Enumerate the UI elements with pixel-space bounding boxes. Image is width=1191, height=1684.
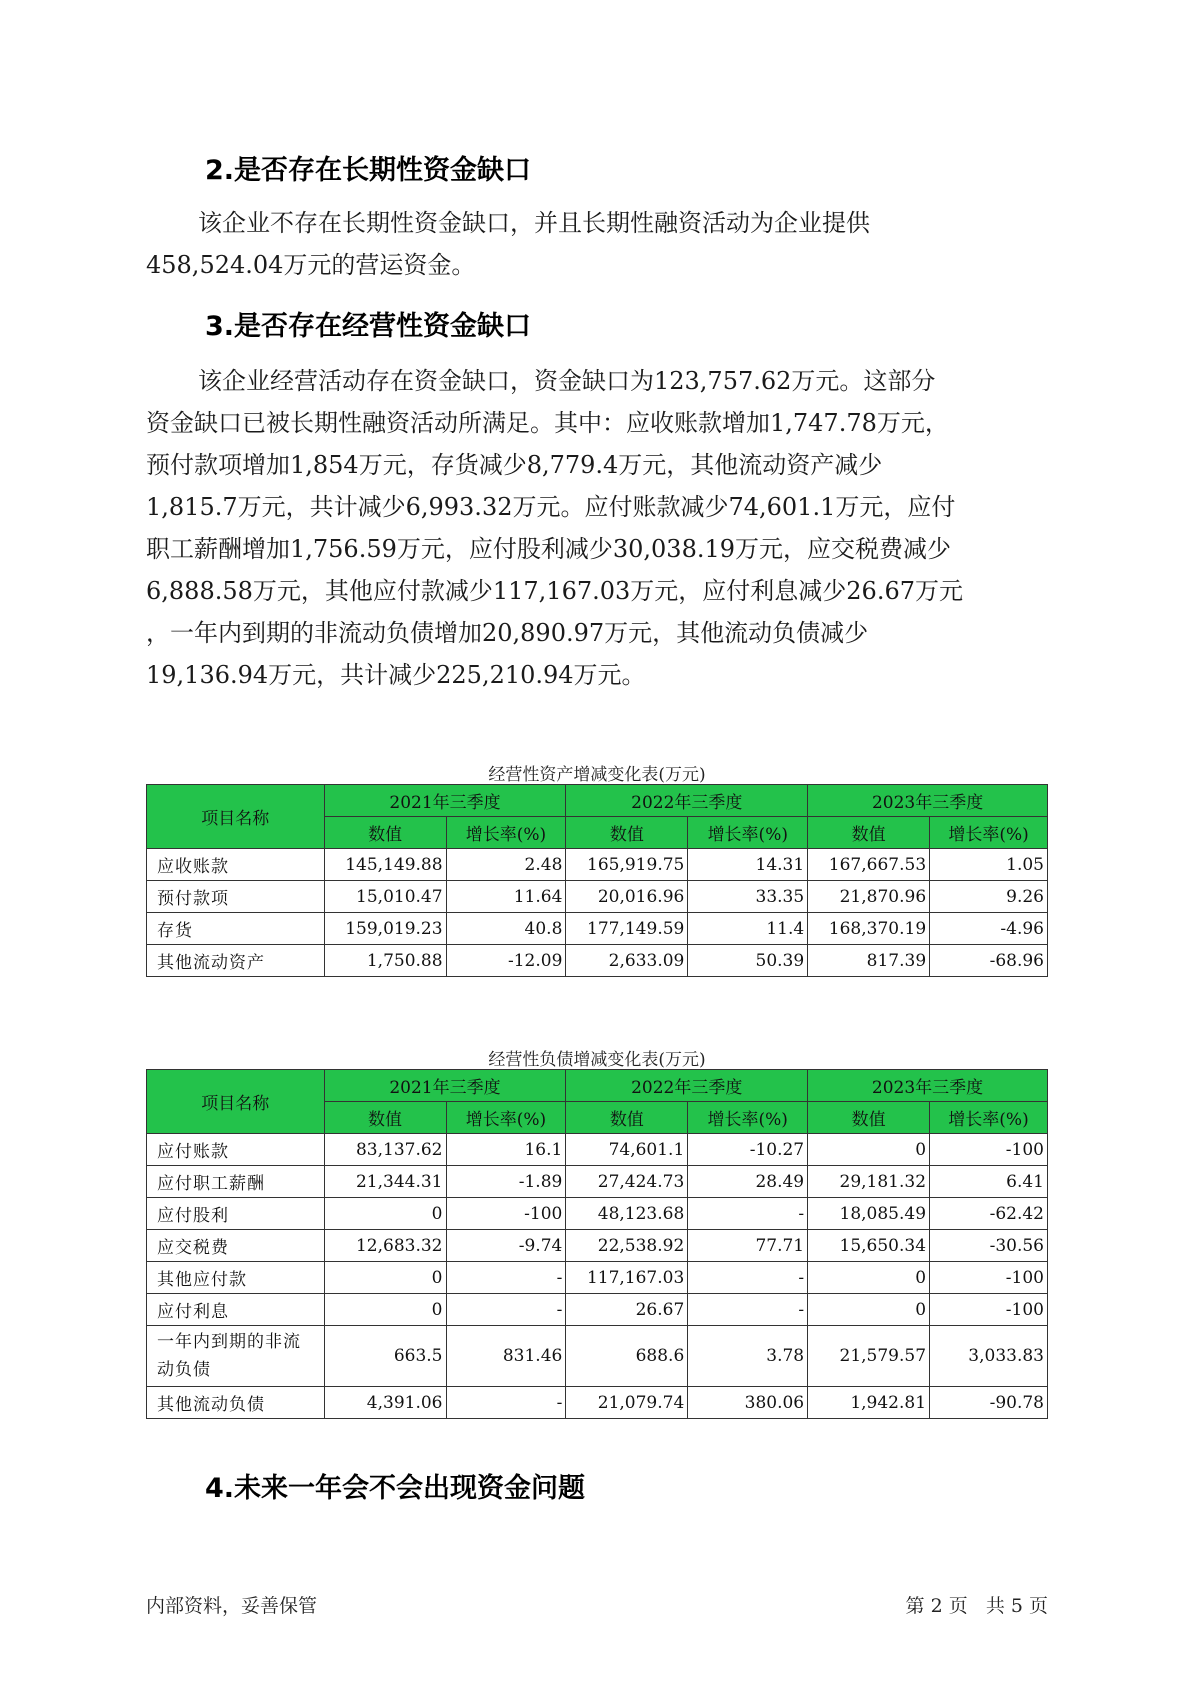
growth-cell: -68.96 (930, 945, 1048, 977)
growth-cell: -12.09 (446, 945, 566, 977)
table-row (147, 881, 1048, 913)
value-cell: 22,538.92 (566, 1230, 688, 1262)
table-row (147, 1294, 1048, 1326)
row-item-name: 应付股利 (147, 1198, 325, 1230)
paragraph-line: 19,136.94万元，共计减少225,210.94万元。 (146, 661, 646, 689)
value-cell: 29,181.32 (808, 1166, 930, 1198)
growth-cell: 9.26 (930, 881, 1048, 913)
value-cell: 688.6 (566, 1326, 688, 1387)
value-header: 数值 (808, 817, 930, 849)
section-3-heading: 3.是否存在经营性资金缺口 (205, 311, 532, 342)
row-item-name: 其他应付款 (147, 1262, 325, 1294)
growth-header: 增长率(%) (688, 1102, 808, 1134)
operating-liabilities-table (146, 1069, 1048, 1419)
growth-cell: - (446, 1262, 566, 1294)
value-cell: 4,391.06 (324, 1387, 446, 1419)
table-row (147, 1326, 1048, 1387)
table-row (147, 945, 1048, 977)
growth-cell: 831.46 (446, 1326, 566, 1387)
value-cell: 12,683.32 (324, 1230, 446, 1262)
growth-cell: -90.78 (930, 1387, 1048, 1419)
row-item-name: 应付利息 (147, 1294, 325, 1326)
growth-cell: 11.64 (446, 881, 566, 913)
value-cell: 0 (324, 1294, 446, 1326)
value-cell: 1,942.81 (808, 1387, 930, 1419)
growth-cell: -9.74 (446, 1230, 566, 1262)
paragraph-line: 6,888.58万元，其他应付款减少117,167.03万元，应付利息减少26.67万元 (146, 577, 963, 605)
value-header: 数值 (566, 817, 688, 849)
growth-cell: -62.42 (930, 1198, 1048, 1230)
value-cell: 167,667.53 (808, 849, 930, 881)
paragraph-line: 该企业经营活动存在资金缺口，资金缺口为123,757.62万元。这部分 (198, 367, 936, 395)
paragraph-line: 1,815.7万元，共计减少6,993.32万元。应付账款减少74,601.1万元，应付 (146, 493, 956, 521)
table-2-caption: 经营性负债增减变化表(万元) (488, 1050, 706, 1070)
period-header: 2023年三季度 (808, 785, 1048, 817)
growth-cell: - (446, 1387, 566, 1419)
growth-cell: - (688, 1262, 808, 1294)
value-cell: 159,019.23 (324, 913, 446, 945)
section-3-paragraph (146, 360, 1046, 696)
value-header: 数值 (566, 1102, 688, 1134)
value-cell: 26.67 (566, 1294, 688, 1326)
row-item-name (147, 1326, 325, 1387)
period-header: 2022年三季度 (566, 1070, 808, 1102)
growth-cell: 2.48 (446, 849, 566, 881)
growth-header: 增长率(%) (930, 1102, 1048, 1134)
value-cell: 168,370.19 (808, 913, 930, 945)
growth-cell: -1.89 (446, 1166, 566, 1198)
footer-page-number: 第 2 页 共 5 页 (905, 1595, 1048, 1617)
growth-cell: -10.27 (688, 1134, 808, 1166)
row-item-name: 其他流动资产 (147, 945, 325, 977)
row-item-name: 存货 (147, 913, 325, 945)
item-name-header: 项目名称 (147, 1070, 325, 1134)
table-row (147, 1262, 1048, 1294)
row-item-name: 应交税费 (147, 1230, 325, 1262)
value-cell: 0 (324, 1198, 446, 1230)
value-cell: 48,123.68 (566, 1198, 688, 1230)
section-2-paragraph (146, 202, 1046, 286)
paragraph-line: 预付款项增加1,854万元，存货减少8,779.4万元，其他流动资产减少 (146, 451, 883, 479)
growth-cell: -100 (930, 1262, 1048, 1294)
growth-cell: 77.71 (688, 1230, 808, 1262)
growth-cell: - (446, 1294, 566, 1326)
table-row (147, 1166, 1048, 1198)
value-cell: 21,344.31 (324, 1166, 446, 1198)
value-cell: 2,633.09 (566, 945, 688, 977)
paragraph-line: 资金缺口已被长期性融资活动所满足。其中：应收账款增加1,747.78万元， (146, 409, 949, 437)
growth-cell: -100 (446, 1198, 566, 1230)
period-header: 2021年三季度 (324, 785, 566, 817)
table-row (147, 1387, 1048, 1419)
item-name-header: 项目名称 (147, 785, 325, 849)
row-item-name-line: 动负债 (157, 1360, 211, 1380)
growth-header: 增长率(%) (688, 817, 808, 849)
growth-cell: -100 (930, 1134, 1048, 1166)
footer-confidential-note: 内部资料，妥善保管 (146, 1595, 318, 1617)
growth-cell: -100 (930, 1294, 1048, 1326)
value-header: 数值 (808, 1102, 930, 1134)
value-cell: 74,601.1 (566, 1134, 688, 1166)
growth-cell: 14.31 (688, 849, 808, 881)
value-cell: 15,650.34 (808, 1230, 930, 1262)
row-item-name: 预付款项 (147, 881, 325, 913)
value-cell: 1,750.88 (324, 945, 446, 977)
value-header: 数值 (324, 1102, 446, 1134)
growth-cell: -30.56 (930, 1230, 1048, 1262)
value-cell: 0 (808, 1262, 930, 1294)
value-cell: 117,167.03 (566, 1262, 688, 1294)
period-header: 2023年三季度 (808, 1070, 1048, 1102)
row-item-name-line: 一年内到期的非流 (157, 1332, 301, 1352)
value-cell: 21,870.96 (808, 881, 930, 913)
growth-header: 增长率(%) (446, 817, 566, 849)
period-header: 2022年三季度 (566, 785, 808, 817)
growth-cell: 380.06 (688, 1387, 808, 1419)
value-cell: 165,919.75 (566, 849, 688, 881)
value-cell: 0 (808, 1294, 930, 1326)
growth-cell: 33.35 (688, 881, 808, 913)
value-cell: 27,424.73 (566, 1166, 688, 1198)
table-row (147, 849, 1048, 881)
operating-assets-table (146, 784, 1048, 977)
value-cell: 83,137.62 (324, 1134, 446, 1166)
value-cell: 177,149.59 (566, 913, 688, 945)
value-cell: 21,079.74 (566, 1387, 688, 1419)
value-cell: 18,085.49 (808, 1198, 930, 1230)
value-cell: 20,016.96 (566, 881, 688, 913)
table-row (147, 1198, 1048, 1230)
row-item-name: 应收账款 (147, 849, 325, 881)
table-row (147, 1134, 1048, 1166)
value-header: 数值 (324, 817, 446, 849)
growth-cell: 11.4 (688, 913, 808, 945)
growth-cell: -4.96 (930, 913, 1048, 945)
value-cell: 0 (808, 1134, 930, 1166)
growth-cell: 3,033.83 (930, 1326, 1048, 1387)
row-item-name: 应付职工薪酬 (147, 1166, 325, 1198)
value-cell: 145,149.88 (324, 849, 446, 881)
value-cell: 21,579.57 (808, 1326, 930, 1387)
table-row (147, 1230, 1048, 1262)
table-1-caption: 经营性资产增减变化表(万元) (488, 765, 706, 785)
row-item-name: 应付账款 (147, 1134, 325, 1166)
row-item-name: 其他流动负债 (147, 1387, 325, 1419)
table-row (147, 913, 1048, 945)
growth-cell: 28.49 (688, 1166, 808, 1198)
paragraph-line: ，一年内到期的非流动负债增加20,890.97万元，其他流动负债减少 (146, 619, 869, 647)
value-cell: 817.39 (808, 945, 930, 977)
growth-cell: - (688, 1294, 808, 1326)
growth-cell: 16.1 (446, 1134, 566, 1166)
growth-cell: 6.41 (930, 1166, 1048, 1198)
growth-cell: - (688, 1198, 808, 1230)
value-cell: 663.5 (324, 1326, 446, 1387)
growth-cell: 50.39 (688, 945, 808, 977)
paragraph-line: 458,524.04万元的营运资金。 (146, 251, 476, 279)
paragraph-line: 该企业不存在长期性资金缺口，并且长期性融资活动为企业提供 (198, 209, 870, 237)
section-4-heading: 4.未来一年会不会出现资金问题 (205, 1473, 586, 1504)
value-cell: 15,010.47 (324, 881, 446, 913)
growth-cell: 3.78 (688, 1326, 808, 1387)
section-2-heading: 2.是否存在长期性资金缺口 (205, 155, 532, 186)
value-cell: 0 (324, 1262, 446, 1294)
growth-cell: 1.05 (930, 849, 1048, 881)
period-header: 2021年三季度 (324, 1070, 566, 1102)
growth-header: 增长率(%) (446, 1102, 566, 1134)
paragraph-line: 职工薪酬增加1,756.59万元，应付股利减少30,038.19万元，应交税费减少 (146, 535, 952, 563)
growth-header: 增长率(%) (930, 817, 1048, 849)
growth-cell: 40.8 (446, 913, 566, 945)
